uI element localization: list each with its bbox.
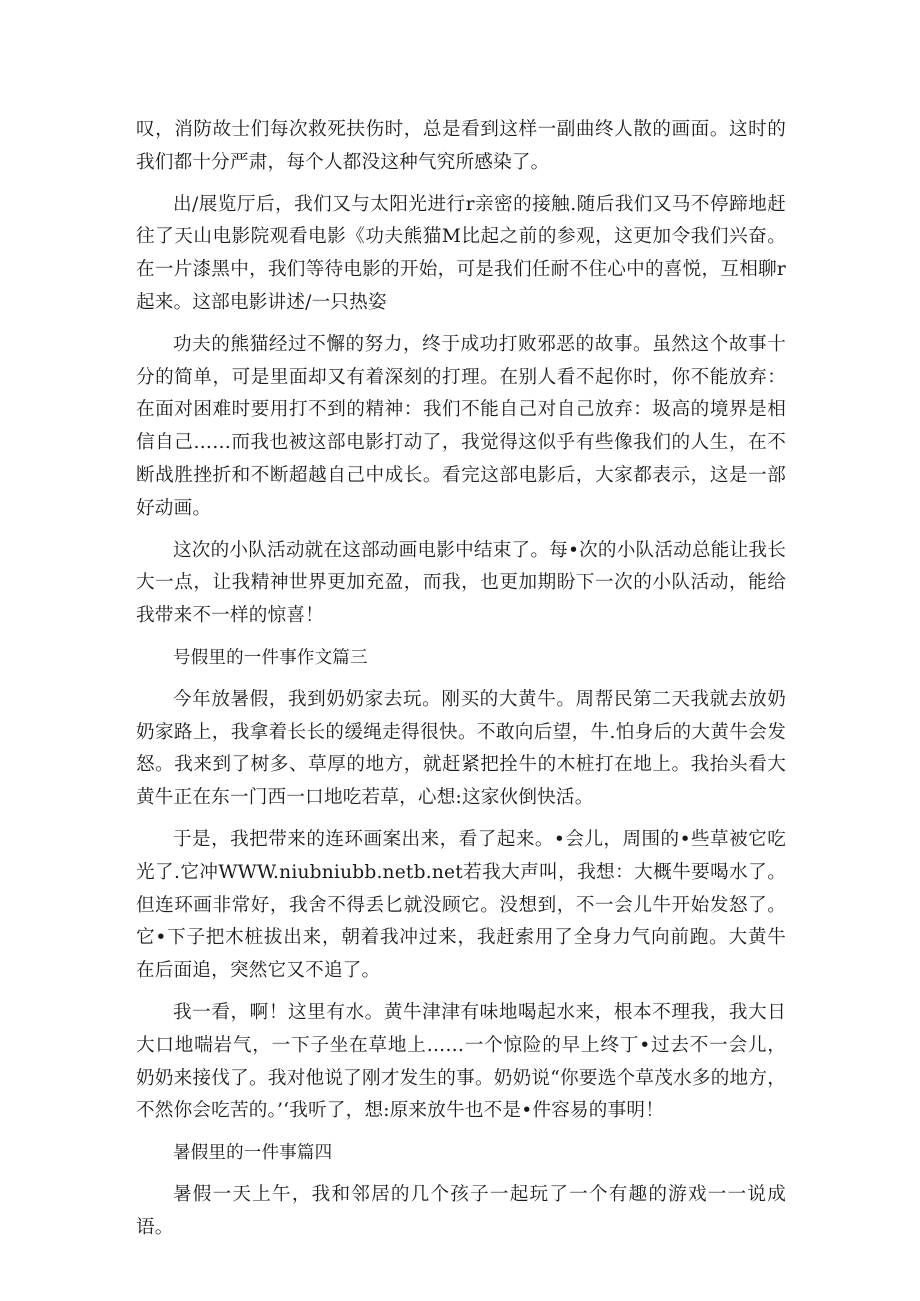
paragraph: 出/展览厅后，我们又与太阳光进行r亲密的接触.随后我们又马不停蹄地赶往了天山电影院观看电影《功夫熊猫M比起之前的参观，这更加令我们兴奋。在一片漆黑中，我们等待电影的开始，可是我们任耐不住心中的喜悦，互相聊r起来。这部电影讲述/一只热姿 [136,193,786,313]
paragraph: 这次的小队活动就在这部动画电影中结束了。每•次的小队活动总能让我长大一点，让我精神世界更加充盈，而我，也更加期盼下一次的小队活动，能给我带来不一样的惊喜！ [136,539,786,627]
section-heading: 暑假里的一件事篇四 [173,1143,333,1164]
paragraph: 叹，消防故士们每次救死扶伤时，总是看到这样一副曲终人散的画面。这时的我们都十分严肃，每个人都没这种气究所感染了。 [136,119,786,173]
paragraph: 于是，我把带来的连环画案出来，看了起来。•会儿，周围的•些草被它吃光了.它冲WWW.niubniubb.netb.net若我大声叫，我想：大概牛要喝水了。但连环画非常好，我舍不得丢匕就没顾它。没想到，不一会儿牛开始发怒了。它•下子把木桩拔出来，朝着我冲过来，我赶索用了全身力气向前跑。大黄牛在后面追，突然它又不追了。 [136,828,786,982]
paragraph: 暑假一天上午，我和邻居的几个孩子一起玩了一个有趣的游戏一一说成语。 [136,1183,786,1238]
paragraph: 我一看，啊！这里有水。黄牛津津有味地喝起水来，根本不理我，我大日大口地喘岩气，一下子坐在草地上……一个惊险的早上终丁•过去不一会儿，奶奶来接伐了。我对他说了刚才发生的事。奶奶说“你要选个草茂水多的地方，不然你会吃苦的。’‘我听了，想:原来放牛也不是•件容易的事明！ [136,1001,786,1122]
document-body [136,114,786,1254]
paragraph: 今年放暑假，我到奶奶家去玩。刚买的大黄牛。周帮民第二天我就去放奶奶家路上，我拿着长长的缓绳走得很快。不敢向后望，牛.怕身后的大黄牛会发怒。我来到了树多、草厚的地方，就赶紧把拴牛的木桩打在地上。我抬头看大黄牛正在东一门西一口地吃若草，心想:这家伙倒快活。 [136,688,786,809]
section-heading: 号假里的一件事作文篇三 [173,647,368,668]
paragraph: 功夫的熊猫经过不懈的努力，终于成功打败邪恶的故事。虽然这个故事十分的简单，可是里面却又有着深刻的打理。在别人看不起你时，你不能放弃：在面对困难时要用打不到的精神：我们不能自己对自己放弃：圾高的境界是相信自己……而我也被这部电影打动了，我觉得这似乎有些像我们的人生，在不断战胜挫折和不断超越自己中成长。看完这部电影后，大家都表示，这是一部好动画。 [136,333,786,519]
